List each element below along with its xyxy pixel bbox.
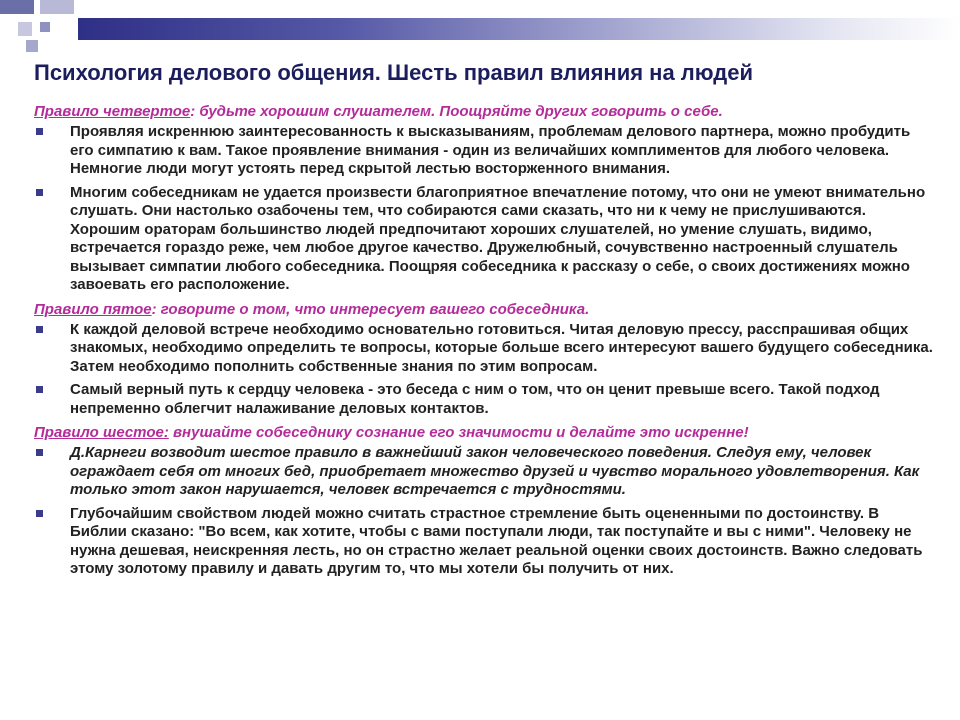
rule-text: внушайте собеседнику сознание его значимости и делайте это искренне! [168, 424, 749, 441]
rule-heading [34, 423, 934, 442]
decor-square [26, 40, 38, 52]
rule-label: Правило шестое: [34, 424, 169, 441]
list-item [34, 184, 934, 295]
list-item-text: Многим собеседникам не удается произвести благоприятное впечатление потому, что они не умеют внимательно слушать. Они настолько озабочены тем, что собираются сами сказать, что ни к чему не прислушиваются. Хорошим ораторам большинство людей предпочитают хороших слушателей, но умение слушать, видимо, встречается гораздо реже, чем любое другое качество. Дружелюбный, сочувственно настроенный слушатель вызывает симпатии любого собеседника. Поощряя собеседника к рассказу о себе, о своих достижениях можно завоевать его расположение. [70, 183, 926, 293]
list-item [34, 444, 934, 500]
decor-square [0, 0, 34, 14]
slide-content [34, 58, 934, 584]
square-bullet-icon [36, 510, 43, 517]
square-bullet-icon [36, 326, 43, 333]
list-item [34, 505, 934, 579]
square-bullet-icon [36, 189, 43, 196]
list-item [34, 123, 934, 179]
rule-text: : говорите о том, что интересует вашего собеседника. [151, 300, 590, 318]
square-bullet-icon [36, 449, 43, 456]
list-item-text: К каждой деловой встрече необходимо основательно готовиться. Читая деловую прессу, расспрашивая общих знакомых, необходимо определить те вопросы, которые больше всего интересуют вашего будущего собеседника. Затем необходимо пополнить собственные знания по этим вопросам. [70, 320, 933, 375]
rule-heading [34, 102, 934, 121]
rule-heading [34, 300, 934, 319]
list-item-text: Д.Карнеги возводит шестое правило в важнейший закон человеческого поведения. Следуя ему, человек ограждает себя от многих бед, приобретает множество друзей и чувство морального удовлетворения. Как только этот закон нарушается, человек встречается с трудностями. [70, 444, 920, 498]
rule-label: Правило пятое [34, 300, 152, 318]
rule-text: : будьте хорошим слушателем. Поощряйте других говорить о себе. [190, 103, 723, 120]
square-bullet-icon [36, 128, 43, 135]
list-item-text: Самый верный путь к сердцу человека - это беседа с ним о том, что он ценит превыше всего. Такой подход непременно облегчит налаживание деловых контактов. [70, 381, 880, 417]
rule-label: Правило четвертое [34, 103, 191, 120]
decor-square [40, 22, 50, 32]
header-gradient-bar [78, 18, 960, 40]
decor-square [40, 0, 74, 14]
list-item-text: Проявляя искреннюю заинтересованность к высказываниям, проблемам делового партнера, можно пробудить его симпатию к вам. Такое проявление внимания - один из величайших комплиментов для любого человека. Немногие люди могут устоять перед скрытой лестью восторженного внимания. [70, 123, 911, 177]
list-item-text: Глубочайшим свойством людей можно считать страстное стремление быть оцененными по достоинству. В Библии сказано: "Во всем, как хотите, чтобы с вами поступали люди, так поступайте и вы с ними". Человеку не нужна дешевая, неискренняя лесть, но он страстно желает реальной оценки своих достоинств. Важно следовать этому золотому правилу и давать другим то, что мы хотели бы получить от них. [70, 504, 923, 577]
list-item [34, 321, 934, 377]
slide-title: Психология делового общения. Шесть правил влияния на людей [34, 60, 753, 85]
list-item [34, 381, 934, 418]
square-bullet-icon [36, 386, 43, 393]
decor-square [18, 22, 32, 36]
